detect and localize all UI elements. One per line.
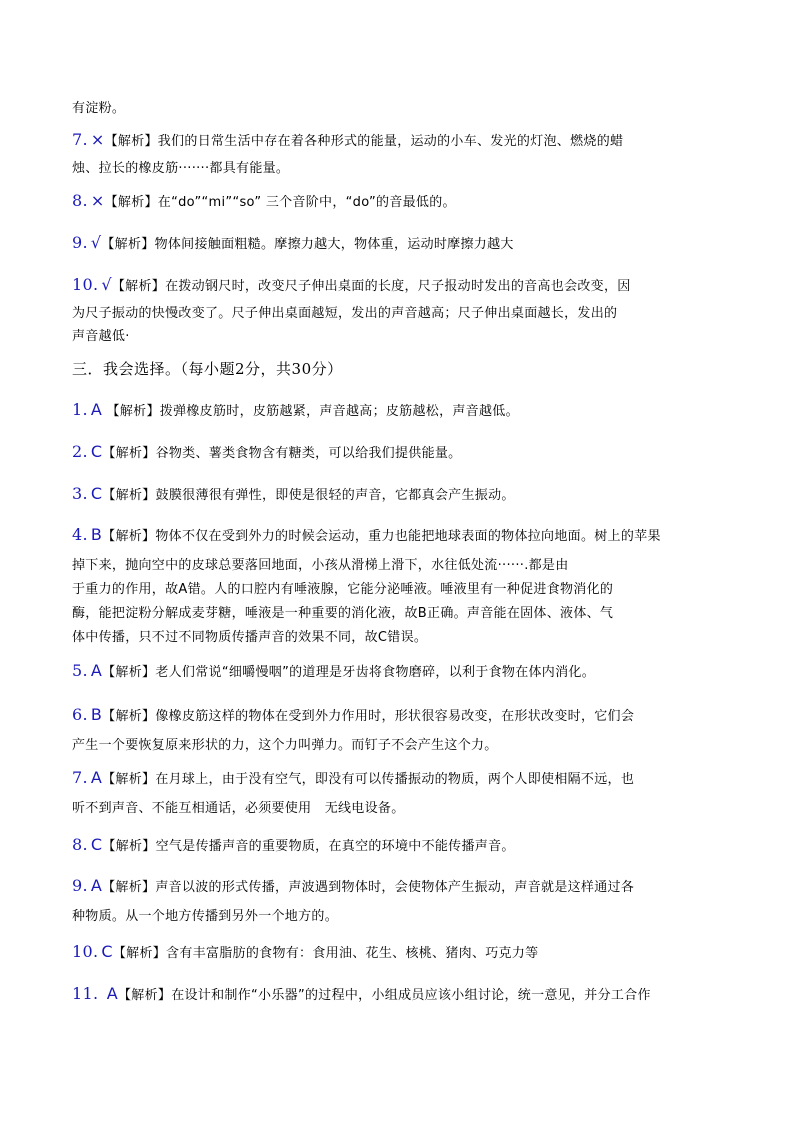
answer-number: 7. [72,768,88,787]
answer-number: 1. [72,400,88,419]
choice-letter: C [90,835,103,854]
analysis-tag: 【解析】 [118,988,172,1003]
answer-number: 2. [72,442,88,461]
mc-answer-3 [72,485,722,505]
answer-text-cont: 种物质。从一个地方传播到另外一个地方的。 [72,909,339,924]
choice-letter: A [90,876,103,895]
cross-mark: × [90,191,105,210]
mc-answer-4 [72,526,722,546]
answer-text-cont: 酶，能把淀粉分解成麦芽糖，唾液是一种重要的消化液，故B正确。声音能在固体、液体、气 [72,606,614,621]
answer-text: 谷物类、薯类食物含有糖类，可以给我们提供能量。 [155,446,462,461]
analysis-tag: 【解析】 [102,488,156,503]
section-heading: 三．我会选择。（每小题2分，共30分） [72,360,343,378]
mc-answer-11 [72,985,722,1005]
analysis-tag: 【解析】 [102,404,160,419]
mc-answer-6 [72,706,722,726]
mc-answer-9 [72,877,722,897]
analysis-tag: 【解析】 [111,279,166,294]
answer-text: 物体间接触面粗糙。摩擦力越大，物体重，运动时摩擦力越大 [154,237,514,252]
answer-text: 拨弹橡皮筋时，皮筋越紧，声音越高；皮筋越松，声音越低。 [159,404,519,419]
mc-answer-7 [72,769,722,789]
mc-answer-1 [72,401,722,421]
answer-text: 像橡皮筋这样的物体在受到外力作用时，形状很容易改变，在形状改变时，它们会 [155,709,635,724]
tf-answer-8 [72,192,722,212]
choice-letter: A [90,400,103,419]
answer-text: 声音以波的形式传播，声波遇到物体时，会使物体产生振动，声音就是这样通过各 [155,880,635,895]
analysis-tag: 【解析】 [102,880,156,895]
answer-text: 空气是传播声音的重要物质，在真空的环境中不能传播声音。 [155,839,515,854]
choice-letter: A [90,661,103,680]
answer-text-cont: 体中传播，只不过不同物质传播声音的效果不同，故C错误。 [72,630,428,645]
answer-text-cont: 掉下来，抛向空中的皮球总要落回地面，小孩从滑梯上滑下，水往低处流······.都是由 [72,558,569,573]
mc-answer-8 [72,836,722,856]
answer-number: 8. [72,835,88,854]
analysis-tag: 【解析】 [112,946,167,961]
analysis-tag: 【解析】 [104,134,158,149]
answer-text-cont: 烛、拉长的橡皮筋·······都具有能量。 [72,161,290,176]
tf-answer-10 [72,276,722,296]
answer-text: 在“do”“mi”“so” 三个音阶中，“do”的音最低的。 [157,195,456,210]
answer-number: 6. [72,705,88,724]
answer-text: 在拨动钢尺时，改变尺子伸出桌面的长度，尺子报动时发出的音高也会改变，因 [165,279,631,294]
answer-text: 含有丰富脂肪的食物有：食用油、花生、核桃、猪肉、巧克力等 [166,946,539,961]
analysis-tag: 【解析】 [104,195,158,210]
answer-text: 老人们常说“细嚼慢咽”的道理是牙齿将食物磨碎，以利于食物在体内消化。 [155,665,595,680]
mc-answer-5 [72,662,722,682]
analysis-tag: 【解析】 [102,446,156,461]
answer-number: 8. [72,191,88,210]
answer-number: 10. [72,275,99,294]
choice-letter: A [90,768,103,787]
continued-text: 有淀粉。 [72,101,126,116]
answer-text-cont: 为尺子振动的快慢改变了。尺子伸出桌面越短，发出的声音越高；尺子伸出桌面越长，发出的 [72,306,618,321]
answer-text: 在月球上，由于没有空气，即没有可以传播振动的物质，两个人即使相隔不远，也 [155,772,635,787]
tf-answer-7 [72,131,722,151]
answer-number: 5. [72,661,88,680]
answer-text-cont: 产生一个要恢复原来形状的力，这个力叫弹力。而钉子不会产生这个力。 [72,738,498,753]
answer-number: 3. [72,484,88,503]
answer-text-cont: 于重力的作用，故A错。人的口腔内有唾液腺，它能分泌唾液。唾液里有一种促进食物消化的 [72,582,614,597]
check-mark: √ [90,233,102,252]
choice-letter: B [90,705,103,724]
answer-number: 4. [72,525,88,544]
analysis-tag: 【解析】 [102,772,156,787]
answer-number: 9. [72,233,88,252]
cross-mark: × [90,130,105,149]
mc-answer-2 [72,443,722,463]
answer-number: 11. [72,984,99,1003]
check-mark: √ [101,275,112,294]
analysis-tag: 【解析】 [102,529,156,544]
analysis-tag: 【解析】 [102,839,156,854]
answer-text: 在设计和制作“小乐器”的过程中，小组成员应该小组讨论，统一意见，并分工合作 [171,988,651,1003]
choice-letter: B [90,525,103,544]
tf-answer-9 [72,234,722,254]
analysis-tag: 【解析】 [102,665,156,680]
answer-text: 鼓膜很薄很有弹性，即使是很轻的声音，它都真会产生振动。 [155,488,515,503]
choice-letter: C [90,484,103,503]
answer-text-cont: 声音越低· [72,329,130,344]
analysis-tag: 【解析】 [101,237,155,252]
mc-answer-10 [72,943,722,963]
answer-text-cont: 听不到声音、不能互相通话，必须要使用 无线电设备。 [72,801,405,816]
answer-number: 9. [72,876,88,895]
answer-text: 物体不仅在受到外力的时候会运动，重力也能把地球表面的物体拉向地面。树上的苹果 [155,529,661,544]
choice-letter: A [101,984,118,1003]
answer-number: 7. [72,130,88,149]
choice-letter: C [101,942,113,961]
answer-text: 我们的日常生活中存在着各种形式的能量，运动的小车、发光的灯泡、燃烧的蜡 [157,134,624,149]
analysis-tag: 【解析】 [102,709,156,724]
choice-letter: C [90,442,103,461]
answer-number: 10. [72,942,99,961]
